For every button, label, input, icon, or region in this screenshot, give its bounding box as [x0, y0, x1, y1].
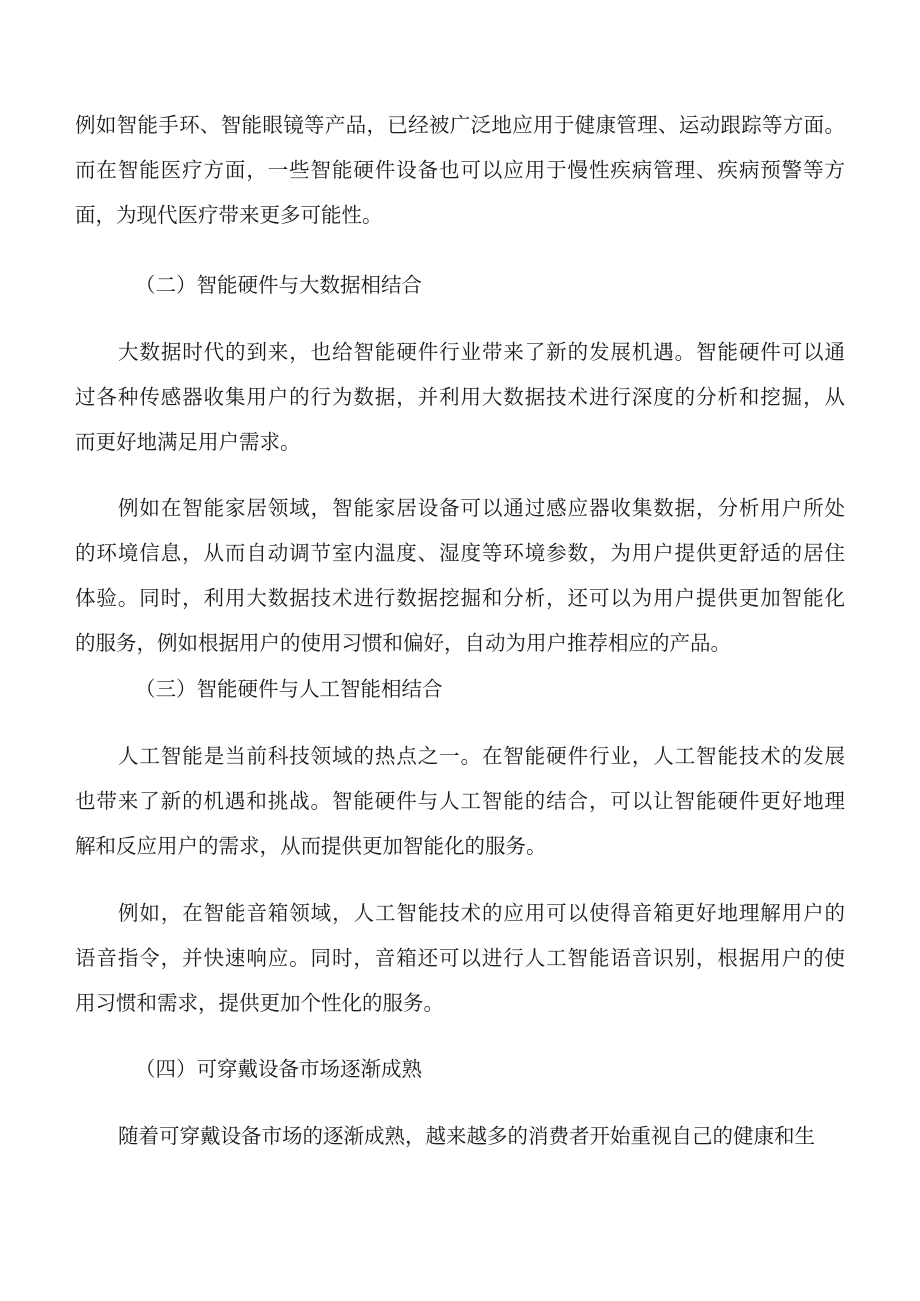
- section-heading: （四）可穿戴设备市场逐渐成熟: [135, 1057, 422, 1081]
- paragraph-line: 的服务，例如根据用户的使用习惯和偏好，自动为用户推荐相应的产品。: [75, 631, 731, 655]
- paragraph-line: 人工智能是当前科技领域的热点之一。在智能硬件行业，人工智能技术的发展: [118, 744, 845, 768]
- paragraph-line: 用习惯和需求，提供更加个性化的服务。: [75, 991, 444, 1015]
- section-heading: （三）智能硬件与人工智能相结合: [135, 677, 443, 701]
- section-heading: （二）智能硬件与大数据相结合: [135, 273, 422, 297]
- paragraph-line: 面，为现代医疗带来更多可能性。: [75, 203, 383, 227]
- paragraph-line: 过各种传感器收集用户的行为数据，并利用大数据技术进行深度的分析和挖掘，从: [75, 385, 845, 409]
- paragraph-line: 例如，在智能音箱领域，人工智能技术的应用可以使得音箱更好地理解用户的: [118, 901, 845, 925]
- paragraph-line: 解和反应用户的需求，从而提供更加智能化的服务。: [75, 834, 547, 858]
- paragraph-line: 而在智能医疗方面，一些智能硬件设备也可以应用于慢性疾病管理、疾病预警等方: [75, 158, 845, 182]
- paragraph-line: 大数据时代的到来，也给智能硬件行业带来了新的发展机遇。智能硬件可以通: [118, 340, 845, 364]
- paragraph-line: 的环境信息，从而自动调节室内温度、湿度等环境参数，为用户提供更舒适的居住: [75, 541, 845, 565]
- paragraph-line: 例如智能手环、智能眼镜等产品，已经被广泛地应用于健康管理、运动跟踪等方面。: [75, 113, 845, 137]
- paragraph-line: 随着可穿戴设备市场的逐渐成熟，越来越多的消费者开始重视自己的健康和生: [118, 1124, 815, 1148]
- paragraph-line: 也带来了新的机遇和挑战。智能硬件与人工智能的结合，可以让智能硬件更好地理: [75, 789, 845, 813]
- paragraph-line: 体验。同时，利用大数据技术进行数据挖掘和分析，还可以为用户提供更加智能化: [75, 586, 845, 610]
- paragraph-line: 而更好地满足用户需求。: [75, 430, 301, 454]
- paragraph-line: 语音指令，并快速响应。同时，音箱还可以进行人工智能语音识别，根据用户的使: [75, 946, 845, 970]
- paragraph-line: 例如在智能家居领域，智能家居设备可以通过感应器收集数据，分析用户所处: [118, 496, 845, 520]
